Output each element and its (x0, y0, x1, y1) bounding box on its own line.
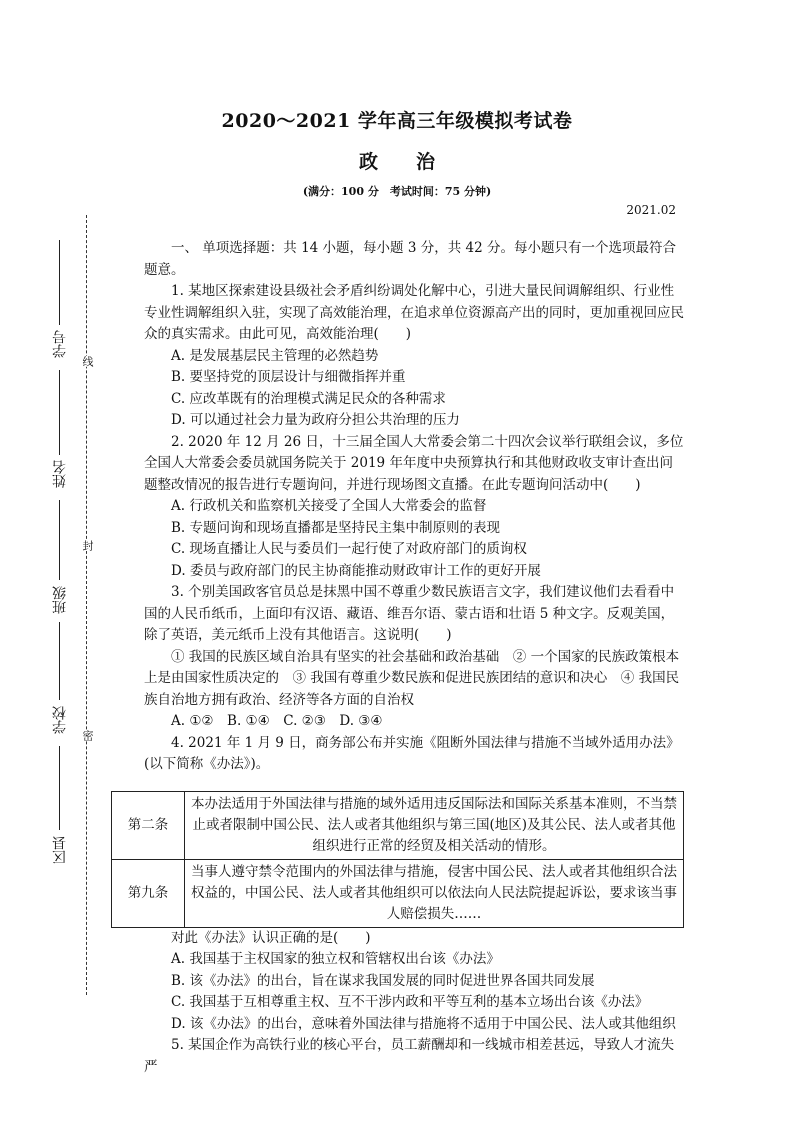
table-row (112, 791, 684, 859)
exam-meta: (满分：100 分 考试时间：75 分钟) (302, 185, 492, 198)
binding-margin (0, 0, 110, 1123)
subject-title: 政 治 (358, 151, 435, 173)
question-5-stem: 5. 某国企作为高铁行业的核心平台，员工薪酬却和一线城市相差甚远，导致人才流失严 (144, 1037, 675, 1075)
exam-date: 2021.02 (626, 203, 676, 217)
binding-word-xian: 线 (81, 356, 94, 367)
section-heading: 一、 单项选择题：共 14 小题，每小题 3 分，共 42 分。每小题只有一个选项最符合题意。 (144, 240, 676, 278)
article-label: 第九条 (112, 859, 185, 927)
field-label-xuexiao: 学校 (52, 706, 68, 734)
question-3-statements: ① 我国的民族区域自治具有坚实的社会基础和政治基础 ② 一个国家的民族政策根本上是由国家性质决定的 ③ 我国有尊重少数民族和促进民族团结的意识和决心 ④ 我国民族自治地方拥有政治、经济等各方面的自治权 (144, 648, 680, 708)
question-4-stem: 4. 2021 年 1 月 9 日，商务部公布并实施《阻断外国法律与措施不当域外适用办法》(以下简称《办法》)。 (144, 734, 680, 772)
field-line-xuexiao (59, 622, 60, 700)
exam-content (127, 238, 684, 1078)
field-line-quxian (59, 746, 60, 830)
exam-title: 2020～2021 学年高三年级模拟考试卷 (221, 110, 573, 132)
field-line-xuehao (59, 240, 60, 325)
binding-word-feng: 封 (81, 540, 94, 551)
question-1-option-c: C. 应改革既有的治理模式满足民众的各种需求 (171, 390, 446, 407)
law-articles-table (111, 791, 684, 928)
binding-word-mi: 密 (81, 730, 94, 741)
field-label-quxian: 区县 (52, 836, 68, 864)
question-4-question: 对此《办法》认识正确的是( ) (171, 929, 371, 946)
article-text: 当事人遵守禁令范围内的外国法律与措施，侵害中国公民、法人或者其他组织合法权益的，中国公民、法人或者其他组织可以依法向人民法院提起诉讼，要求该当事人赔偿损失…… (185, 859, 684, 927)
binding-dashed-line (86, 215, 87, 995)
field-label-banji: 班级 (52, 586, 68, 614)
question-2-option-b: B. 专题问询和现场直播都是坚持民主集中制原则的表现 (171, 519, 501, 536)
question-3-options: A. ①② B. ①④ C. ②③ D. ③④ (171, 713, 383, 729)
question-2-option-c: C. 现场直播让人民与委员们一起行使了对政府部门的质询权 (171, 541, 527, 557)
article-text: 本办法适用于外国法律与措施的域外适用违反国际法和国际关系基本准则，不当禁止或者限制中国公民、法人或者其他组织与第三国(地区)及其公民、法人或者其他组织进行正常的经贸及相关活动的情形。 (185, 791, 684, 859)
table-row (112, 859, 684, 927)
field-line-banji (59, 500, 60, 580)
field-label-xuehao: 学号 (52, 330, 68, 358)
question-2-option-d: D. 委员与政府部门的民主协商能推动财政审计工作的更好开展 (171, 562, 541, 579)
question-3-stem: 3. 个别美国政客官员总是抹黑中国不尊重少数民族语言文字，我们建议他们去看看中国的人民币纸币，上面印有汉语、藏语、维吾尔语、蒙古语和壮语 5 种文字。反观美国，除了英语，美元纸币上没有其他语言。这说明( ) (144, 584, 675, 643)
question-4-option-a: A. 我国基于主权国家的独立权和管辖权出台该《办法》 (171, 951, 500, 967)
question-4-option-c: C. 我国基于互相尊重主权、互不干涉内政和平等互利的基本立场出台该《办法》 (171, 994, 649, 1010)
field-line-xingming (59, 370, 60, 455)
question-1-option-b: B. 要坚持党的顶层设计与细微指挥并重 (171, 369, 406, 385)
article-label: 第二条 (112, 791, 185, 859)
question-2-option-a: A. 行政机关和监察机关接受了全国人大常委会的监督 (171, 498, 487, 514)
question-1-option-d: D. 可以通过社会力量为政府分担公共治理的压力 (171, 412, 460, 428)
question-4-option-d: D. 该《办法》的出台，意味着外国法律与措施将不适用于中国公民、法人或其他组织 (171, 1015, 676, 1032)
field-label-xingming: 姓名 (52, 460, 68, 488)
question-2-stem: 2. 2020 年 12 月 26 日，十三届全国人大常委会第二十四次会议举行联组会议，多位全国人大常委会委员就国务院关于 2019 年年度中央预算执行和其他财政收支审计查出问题整改情况的报告进行专题询问，并进行现场图文直播。在此专题询问活动中( ) (144, 433, 684, 493)
question-1-option-a: A. 是发展基层民主管理的必然趋势 (171, 347, 379, 364)
question-4-option-b: B. 该《办法》的出台，旨在谋求我国发展的同时促进世界各国共同发展 (171, 972, 595, 989)
question-1-stem: 1. 某地区探索建设县级社会矛盾纠纷调处化解中心，引进大量民间调解组织、行业性专业性调解组织入驻，实现了高效能治理，在追求单位资源高产出的同时，更加重视回应民众的真实需求。由此可见，高效能治理( ) (144, 283, 684, 342)
